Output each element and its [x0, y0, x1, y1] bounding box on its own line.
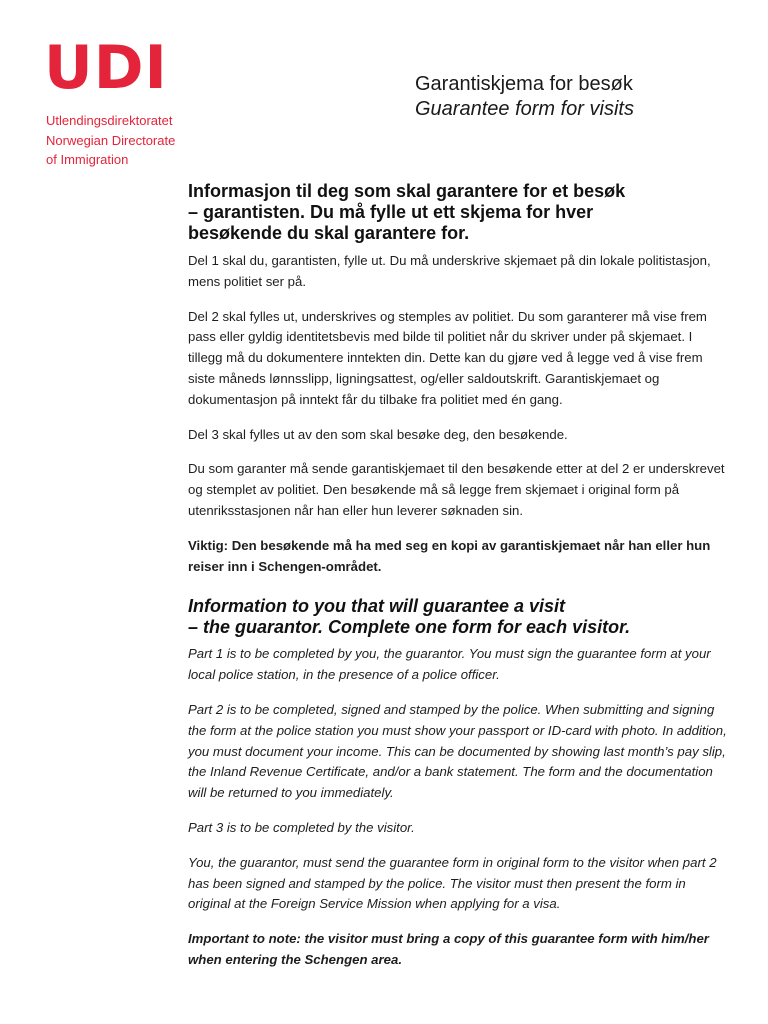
heading-line: besøkende du skal garantere for. [188, 223, 470, 243]
heading-line: – garantisten. Du må fylle ut ett skjema for hver [188, 202, 594, 222]
document-title [415, 72, 634, 122]
paragraph-part-1: Part 1 is to be completed by you, the guarantor. You must sign the guarantee form at your local police station, in the presence of a police officer. [188, 646, 711, 683]
important-note-english: Important to note: the visitor must bring a copy of this guarantee form with him/her when entering the Schengen area. [188, 931, 709, 967]
udi-logo: UDI [44, 33, 168, 103]
paragraph-part-2: Part 2 is to be completed, signed and stamped by the police. When submitting and signing the form at the police station you must show your passport or ID-card with photo. In addition, you must document your income. This can be documented by showing last month’s pay slip, the Inland Revenue Certificate, and/or a bank statement. The form and the documentation will be returned to you immediately. [188, 701, 727, 801]
paragraph-sending-english: You, the guarantor, must send the guarantee form in original form to the visitor when part 2 has been signed and stamped by the police. The visitor must then present the form in original at the Foreign Service Mission when applying for a visa. [188, 854, 717, 912]
org-line: Norwegian Directorate [46, 132, 176, 148]
paragraph-part-3: Part 3 is to be completed by the visitor. [188, 819, 415, 835]
organization-name [46, 111, 175, 170]
org-line: Utlendingsdirektoratet [46, 113, 173, 128]
norwegian-heading [188, 181, 728, 244]
org-line: of Immigration [46, 152, 129, 167]
paragraph-sending: Du som garanter må sende garantiskjemaet til den besøkende etter at del 2 er underskrevet og stemplet av politiet. Den besøkende må så legge frem skjemaet i original form på utenriksstasjonen når han eller hun leverer søknaden sin. [188, 461, 725, 518]
paragraph-del-1: Del 1 skal du, garantisten, fylle ut. Du må underskrive skjemaet på din lokale politistasjon, mens politiet ser på. [188, 253, 711, 289]
paragraph-del-2: Del 2 skal fylles ut, underskrives og stemples av politiet. Du som garanterer må vise frem pass eller gyldig identitetsbevis med bilde til politiet når du skriver under på skjemaet. I tillegg må du dokumentere inntekten din. Dette kan du gjøre ved å legge ved å vise frem siste måneds lønnsslipp, ligningsattest, og/eller saldoutskrift. Garantiskjemaet og dokumentasjon på inntekt får du tilbake fra politiet med én gang. [188, 308, 707, 407]
paragraph-del-3: Del 3 skal fylles ut av den som skal besøke deg, den besøkende. [188, 426, 568, 442]
document-body [188, 181, 728, 985]
important-note-norwegian: Viktig: Den besøkende må ha med seg en kopi av garantiskjemaet når han eller hun reiser inn i Schengen-området. [188, 537, 711, 574]
english-section [188, 596, 728, 970]
title-english: Guarantee form for visits [415, 98, 634, 120]
heading-line: Information to you that will guarantee a visit [188, 596, 566, 617]
heading-line: Informasjon til deg som skal garantere for et besøk [188, 181, 626, 201]
norwegian-section [188, 181, 728, 577]
title-norwegian: Garantiskjema for besøk [415, 73, 633, 95]
english-heading [188, 596, 728, 638]
heading-line: – the guarantor. Complete one form for each visitor. [188, 617, 631, 638]
